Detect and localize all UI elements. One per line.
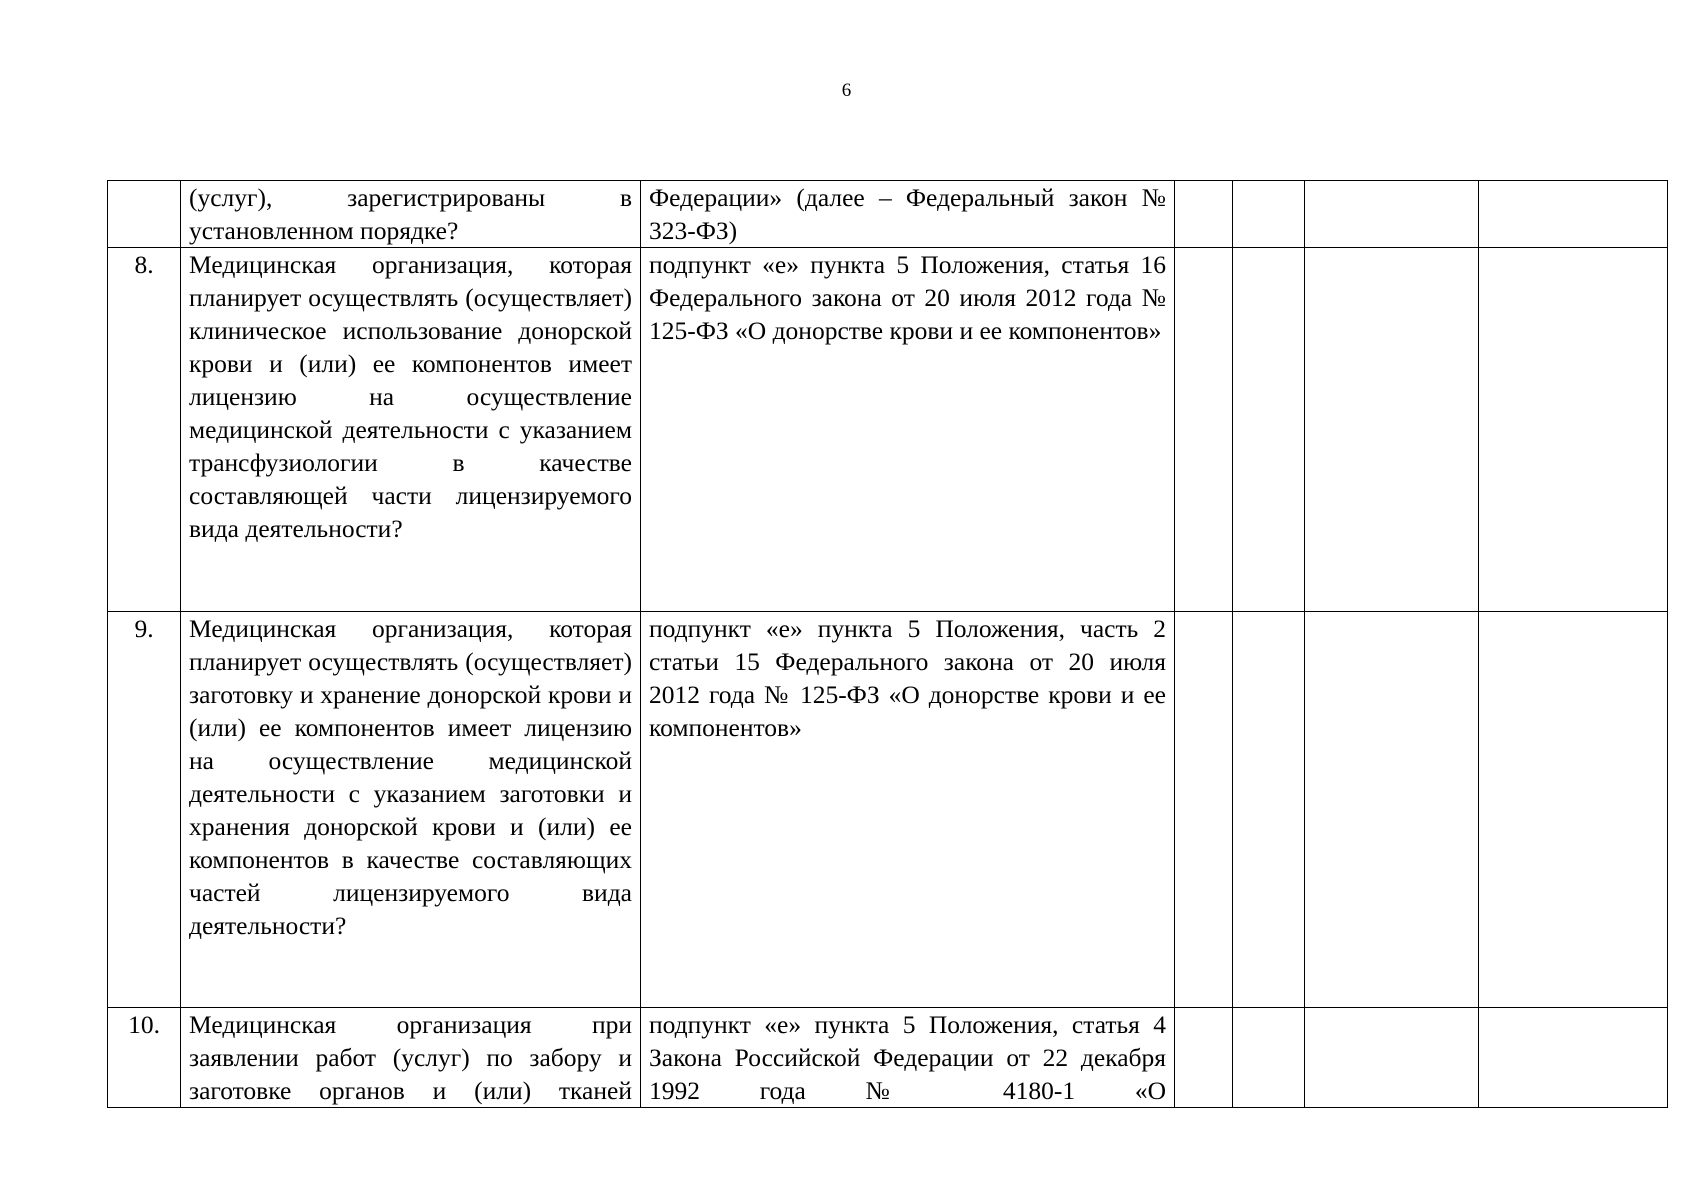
table-row <box>108 1008 1668 1108</box>
checklist-table <box>107 180 1668 1108</box>
page-number: 6 <box>841 80 852 101</box>
row-number: 9. <box>108 612 181 1008</box>
answer-cell-yes <box>1175 181 1233 248</box>
answer-cell-no <box>1233 181 1305 248</box>
answer-cell-notes <box>1479 1008 1668 1108</box>
answer-cell-no <box>1233 248 1305 612</box>
answer-cell-yes <box>1175 612 1233 1008</box>
requirement-question: Медицинская организация, которая планирует осуществлять (осуществляет) клиническое использование донорской крови и (или) ее компонентов имеет лицензию на осуществление медицинской деятельности с указанием трансфузиологии в качестве составляющей части лицензируемого вида деятельности? <box>181 248 641 612</box>
answer-cell-not-applicable <box>1305 181 1479 248</box>
row-number <box>108 181 181 248</box>
table-row <box>108 612 1668 1008</box>
answer-cell-notes <box>1479 181 1668 248</box>
answer-cell-not-applicable <box>1305 1008 1479 1108</box>
table-row <box>108 181 1668 248</box>
row-number: 8. <box>108 248 181 612</box>
legal-reference: подпункт «е» пункта 5 Положения, статья 16 Федерального закона от 20 июля 2012 года № 125-ФЗ «О донорстве крови и ее компонентов» <box>641 248 1175 612</box>
legal-reference: Федерации» (далее – Федеральный закон № 323-ФЗ) <box>641 181 1175 248</box>
requirement-question: Медицинская организация при заявлении работ (услуг) по забору и заготовке органов и (или) тканей <box>181 1008 641 1108</box>
legal-reference: подпункт «е» пункта 5 Положения, статья 4 Закона Российской Федерации от 22 декабря 1992 года № 4180-1 «О <box>641 1008 1175 1108</box>
answer-cell-yes <box>1175 248 1233 612</box>
answer-cell-no <box>1233 612 1305 1008</box>
answer-cell-yes <box>1175 1008 1233 1108</box>
answer-cell-notes <box>1479 612 1668 1008</box>
row-number: 10. <box>108 1008 181 1108</box>
table-row <box>108 248 1668 612</box>
answer-cell-no <box>1233 1008 1305 1108</box>
answer-cell-notes <box>1479 248 1668 612</box>
answer-cell-not-applicable <box>1305 612 1479 1008</box>
answer-cell-not-applicable <box>1305 248 1479 612</box>
requirement-question: Медицинская организация, которая планирует осуществлять (осуществляет) заготовку и хранение донорской крови и (или) ее компонентов имеет лицензию на осуществление медицинской деятельности с указанием заготовки и хранения донорской крови и (или) ее компонентов в качестве составляющих частей лицензируемого вида деятельности? <box>181 612 641 1008</box>
requirement-question: (услуг), зарегистрированы в установленном порядке? <box>181 181 641 248</box>
legal-reference: подпункт «е» пункта 5 Положения, часть 2 статьи 15 Федерального закона от 20 июля 2012 года № 125-ФЗ «О донорстве крови и ее компонентов» <box>641 612 1175 1008</box>
